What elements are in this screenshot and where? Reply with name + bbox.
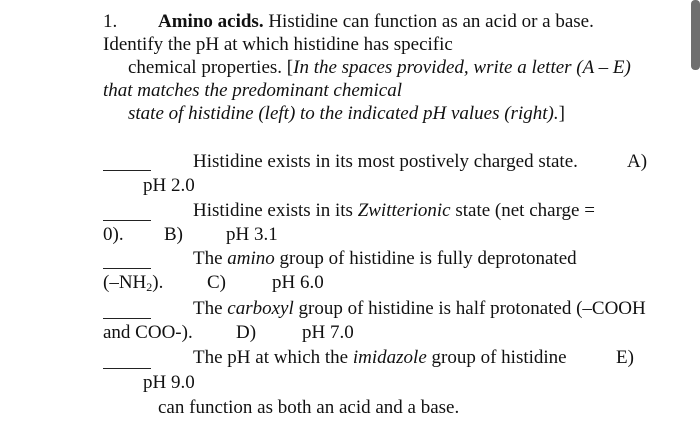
statement-text: The pH at which the [193,347,353,368]
instruction-text: state of histidine (left) to the indicated pH values (right). [128,103,559,124]
statement-3-cont [103,272,163,298]
subscript: 2 [146,280,153,294]
statement-text: The [193,248,228,269]
statement-5 [193,347,567,369]
statement-2 [193,200,595,222]
answer-blank-4[interactable] [103,318,151,319]
statement-text: group of histidine is fully deprotonated [274,248,577,269]
statement-text: The [193,298,228,319]
intro-line-4 [103,80,402,102]
option-letter-a: A) [627,151,648,172]
statement-2-cont: 0). [103,224,124,245]
ph-value-a: pH 2.0 [143,175,195,196]
ph-value-d: pH 7.0 [302,322,354,343]
statement-1: Histidine exists in its most postively charged state. [193,151,578,172]
option-letter-b: B) [164,224,183,245]
intro-line-5 [128,103,565,125]
intro-line-2: Identify the pH at which histidine has specific [103,34,453,55]
answer-blank-3[interactable] [103,268,151,269]
option-letter-d: D) [236,322,257,343]
bracket: ] [558,103,565,124]
statement-text: group of histidine [426,347,567,368]
statement-text: Histidine exists in its [193,200,358,221]
instruction-text: that matches the predominant chemical [103,80,403,101]
intro-text: Histidine can function as an acid or a base. [268,11,594,32]
scrollbar-thumb[interactable] [691,0,700,70]
ph-value-e: pH 9.0 [143,372,195,393]
instruction-text: In the spaces provided, write a letter (A – E) [293,57,631,78]
statement-3 [193,248,577,270]
option-letter-e: E) [616,347,634,368]
intro-line-3 [128,57,631,79]
intro-text: chemical properties. [ [128,57,294,78]
option-letter-c: C) [207,272,226,293]
question-title: Amino acids. [158,11,264,32]
statement-text: ). [152,272,164,293]
ph-value-c: pH 6.0 [272,272,324,293]
question-title-line [158,11,594,33]
question-number: 1. [103,11,118,32]
statement-text: (–NH [103,272,147,293]
statement-5-cont: can function as both an acid and a base. [158,397,460,418]
statement-4 [193,298,646,320]
emphasis-text: imidazole [352,347,427,368]
ph-value-b: pH 3.1 [226,224,278,245]
statement-text: state (net charge = [450,200,595,221]
answer-blank-1[interactable] [103,170,151,171]
emphasis-text: amino [227,248,275,269]
answer-blank-2[interactable] [103,220,151,221]
statement-4-cont: and COO-). [103,322,193,343]
emphasis-text: carboxyl [227,298,294,319]
answer-blank-5[interactable] [103,368,151,369]
statement-text: group of histidine is half protonated (–COOH [293,298,646,319]
emphasis-text: Zwitterionic [357,200,451,221]
